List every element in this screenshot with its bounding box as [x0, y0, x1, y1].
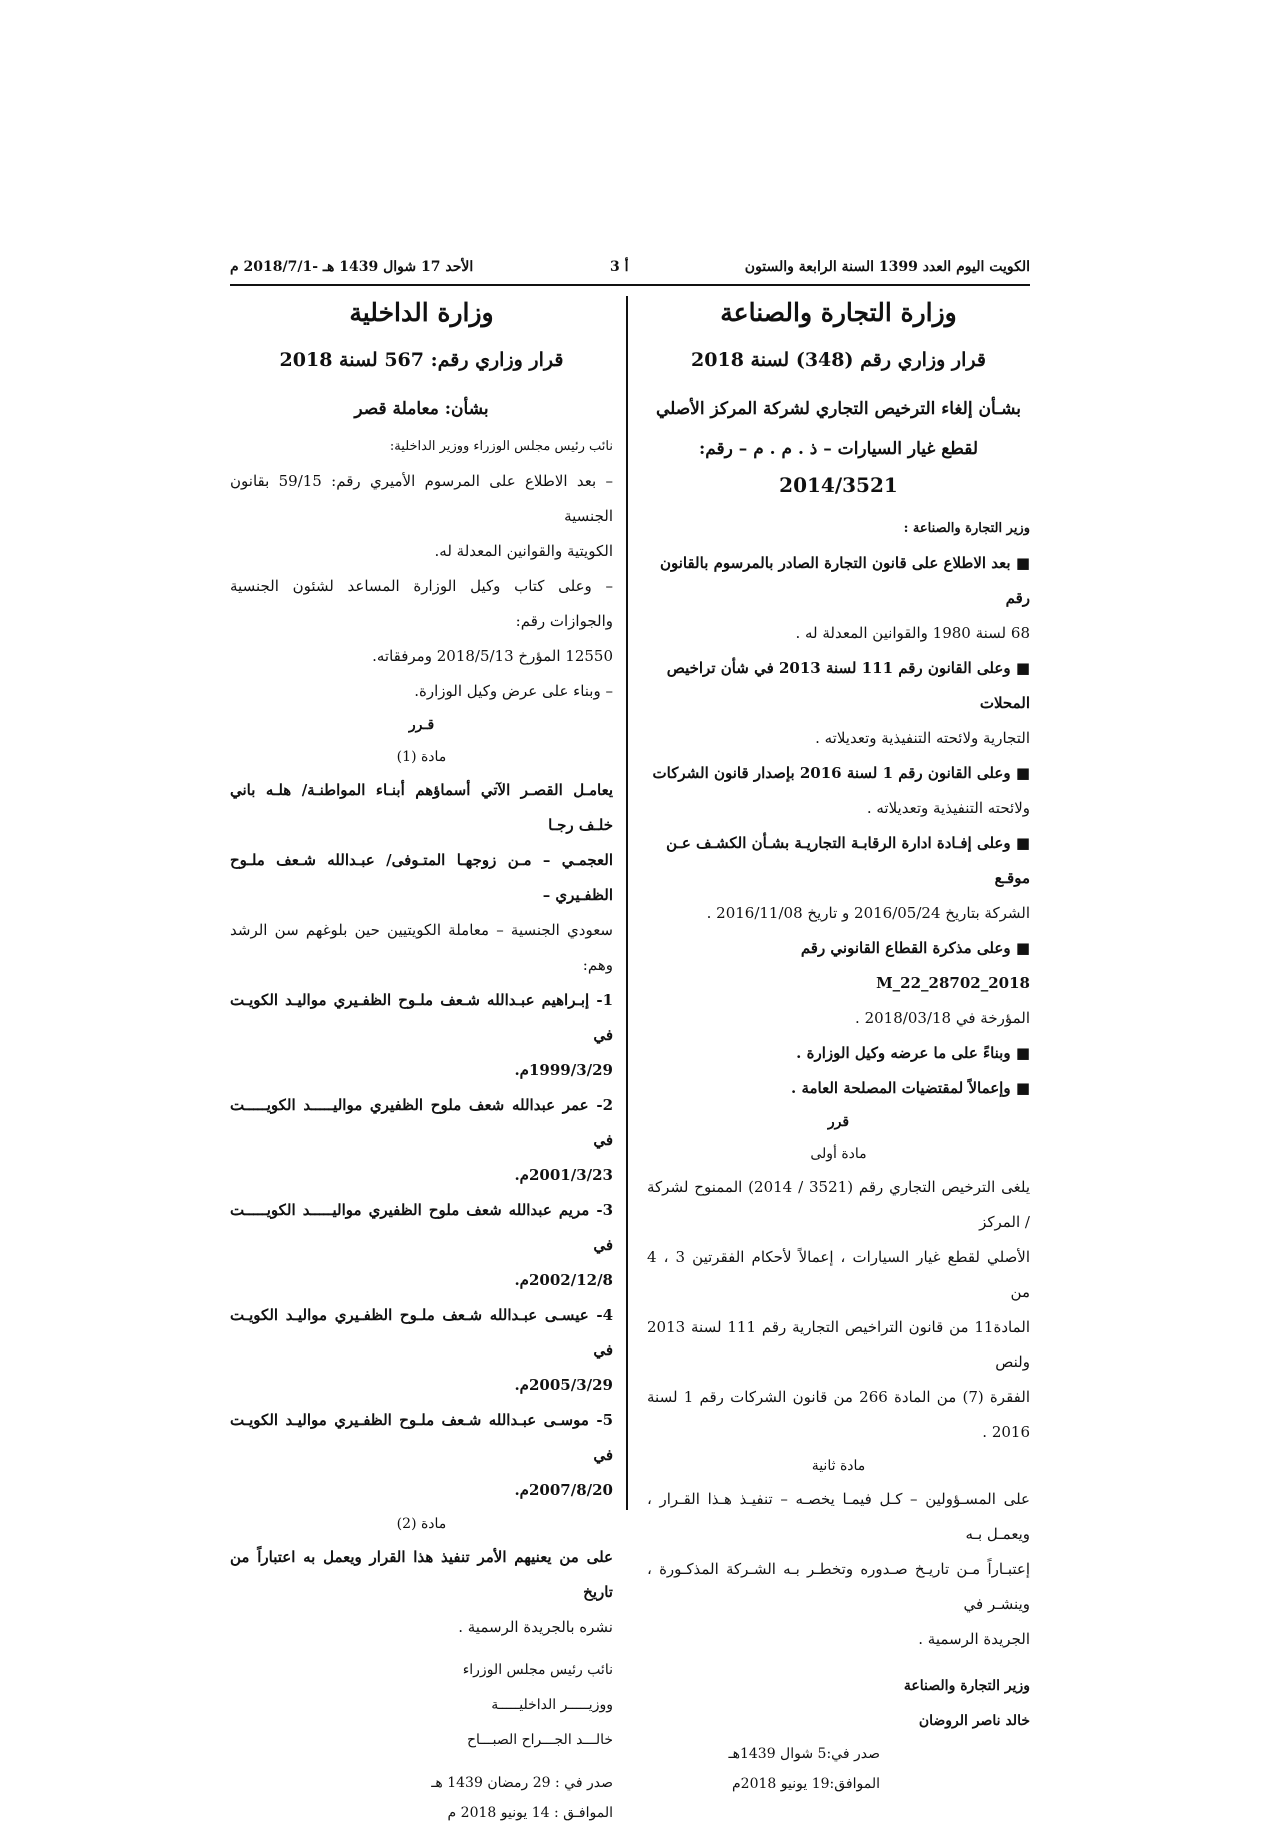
- child-entry: 1999/3/29م.: [514, 1061, 613, 1079]
- ministry-title: وزارة الداخلية: [349, 298, 494, 327]
- article-line: يعامـل القصـر الآتي أسماؤهم أبنـاء المواطنـة/ هلـه باني خلـف رجـا: [230, 781, 614, 834]
- preamble-line: ■ وعلى القانون رقم 1 لسنة 2016 بإصدار قانون الشركات: [652, 764, 1030, 782]
- decision-title: قرار وزاري رقم: 567 لسنة 2018: [279, 349, 564, 371]
- preamble-line: ■ وإعمالاً لمقتضيات المصلحة العامة .: [791, 1079, 1030, 1097]
- subject-line: بشأن: معاملة قصر: [354, 399, 489, 419]
- preamble-line: الشركة بتاريخ 2016/05/24 و تاريخ 2016/11/08 .: [706, 904, 1030, 922]
- article-line: الجريدة الرسمية .: [918, 1630, 1030, 1648]
- article-title: مادة ثانية: [811, 1458, 866, 1474]
- issued-date-hijri: صدر في:5 شوال 1439هـ: [728, 1746, 880, 1762]
- signatory-title: نائب رئيس مجلس الوزراء: [462, 1662, 613, 1678]
- column-divider: [626, 296, 628, 1510]
- preamble-line: المؤرخة في 2018/03/18 .: [855, 1009, 1030, 1027]
- preamble-line: ولائحته التنفيذية وتعديلاته .: [866, 799, 1030, 817]
- child-entry: 2001/3/23م.: [514, 1166, 613, 1184]
- preamble-line: ■ وبناءً على ما عرضه وكيل الوزارة .: [796, 1044, 1030, 1062]
- preamble-line: ■ وعلى القانون رقم 111 لسنة 2013 في شأن تراخيص المحلات: [666, 659, 1030, 712]
- authority: نائب رئيس مجلس الوزراء ووزير الداخلية:: [389, 439, 613, 454]
- right-column: [647, 298, 1030, 1799]
- preamble-line: ■ وعلى مذكرة القطاع القانوني رقم M_22_28702_2018: [800, 939, 1030, 992]
- preamble-line: – وبناء على عرض وكيل الوزارة.: [414, 682, 613, 700]
- page-header: [230, 255, 1030, 281]
- header-date: الأحد 17 شوال 1439 هـ -2018/7/1 م: [230, 259, 474, 275]
- preamble-line: 68 لسنة 1980 والقوانين المعدلة له .: [795, 624, 1030, 642]
- subject-line: لقطع غيار السيارات – ذ . م . م – رقم:: [698, 439, 979, 459]
- article-line: إعتبـاراً مـن تاريـخ صـدوره وتخطـر بـه الشـركة المذكـورة ، وينشـر في: [647, 1560, 1030, 1613]
- signatory-title: ووزيـــــر الداخليـــــة: [491, 1697, 613, 1713]
- issued-date-gregorian: الموافق:19 يونيو 2018م: [732, 1776, 880, 1792]
- header-page-number: أ 3: [610, 259, 629, 275]
- article-line: العجمـي – مـن زوجهـا المتـوفى/ عبـدالله شـعف ملـوح الظفـيري –: [230, 851, 613, 904]
- child-entry: 5- موسـى عبـدالله شـعف ملـوح الظفـيري مواليـد الكويـت في: [230, 1411, 613, 1464]
- child-entry: 4- عيسـى عبـدالله شـعف ملـوح الظفـيري مواليـد الكويـت في: [230, 1306, 613, 1359]
- preamble-line: التجارية ولائحته التنفيذية وتعديلاته .: [815, 729, 1030, 747]
- preamble-line: 12550 المؤرخ 2018/5/13 ومرفقاته.: [372, 647, 613, 665]
- article-title: مادة (2): [396, 1516, 447, 1532]
- signatory-name: خالـــد الجـــراح الصبـــاح: [466, 1732, 613, 1748]
- header-issue: الكويت اليوم العدد 1399 السنة الرابعة والستون: [744, 259, 1030, 275]
- article-title: مادة أولى: [810, 1146, 867, 1162]
- article-line: على المسـؤولين – كـل فيمـا يخصـه – تنفيـذ هـذا القـرار ، ويعمـل بـه: [647, 1490, 1030, 1543]
- child-entry: 1- إبـراهيم عبـدالله شـعف ملـوح الظفـيري مواليـد الكويـت في: [230, 991, 613, 1044]
- signatory-name: خالد ناصر الروضان: [918, 1713, 1030, 1729]
- article-line: المادة11 من قانون التراخيص التجارية رقم 111 لسنة 2013 ولنص: [647, 1318, 1031, 1371]
- article-line: سعودي الجنسية – معاملة الكويتيين حين بلوغهم سن الرشد وهم:: [230, 921, 613, 974]
- article-line: الفقرة (7) من المادة 266 من قانون الشركات رقم 1 لسنة 2016 .: [647, 1388, 1030, 1441]
- signatory-title: وزير التجارة والصناعة: [903, 1678, 1030, 1694]
- preamble-line: ■ وعلى إفـادة ادارة الرقابـة التجاريـة بشـأن الكشـف عـن موقـع: [666, 834, 1030, 887]
- article-title: مادة (1): [396, 749, 447, 765]
- decided-heading: قـرر: [408, 717, 435, 733]
- child-entry: 2- عمر عبدالله شعف ملوح الظفيري مواليـــــد الكويـــــت في: [230, 1096, 613, 1149]
- left-column: [230, 298, 613, 1828]
- child-entry: 3- مريم عبدالله شعف ملوح الظفيري مواليـــــد الكويـــــت في: [230, 1201, 613, 1254]
- ministry-title: وزارة التجارة والصناعة: [720, 298, 957, 327]
- decided-heading: قرر: [827, 1114, 850, 1130]
- issued-date-gregorian: الموافـق : 14 يونيو 2018 م: [447, 1805, 613, 1821]
- subject-line: بشـأن إلغاء الترخيص التجاري لشركة المركز الأصلي: [655, 399, 1022, 419]
- article-line: نشره بالجريدة الرسمية .: [458, 1618, 613, 1636]
- article-line: يلغى الترخيص التجاري رقم (3521 / 2014) الممنوح لشركة / المركز: [647, 1178, 1030, 1231]
- preamble-line: الكويتية والقوانين المعدلة له.: [434, 542, 613, 560]
- article-line: الأصلي لقطع غيار السيارات ، إعمالاً لأحكام الفقرتين 3 ، 4 من: [647, 1248, 1030, 1301]
- issued-date-hijri: صدر في : 29 رمضان 1439 هـ: [431, 1775, 613, 1791]
- child-entry: 2002/12/8م.: [514, 1271, 613, 1289]
- header-rule: [230, 284, 1030, 286]
- license-number: 2014/3521: [779, 473, 898, 497]
- child-entry: 2005/3/29م.: [514, 1376, 613, 1394]
- preamble-line: – وعلى كتاب وكيل الوزارة المساعد لشئون الجنسية والجوازات رقم:: [230, 577, 613, 630]
- authority: وزير التجارة والصناعة :: [903, 521, 1030, 536]
- child-entry: 2007/8/20م.: [514, 1481, 613, 1499]
- decision-title: قرار وزاري رقم (348) لسنة 2018: [691, 349, 986, 371]
- preamble-line: ■ بعد الاطلاع على قانون التجارة الصادر بالمرسوم بالقانون رقم: [659, 554, 1030, 607]
- preamble-line: – بعد الاطلاع على المرسوم الأميري رقم: 59/15 بقانون الجنسية: [230, 472, 613, 525]
- article-line: على من يعنيهم الأمر تنفيذ هذا القرار ويعمل به اعتباراً من تاريخ: [230, 1548, 613, 1601]
